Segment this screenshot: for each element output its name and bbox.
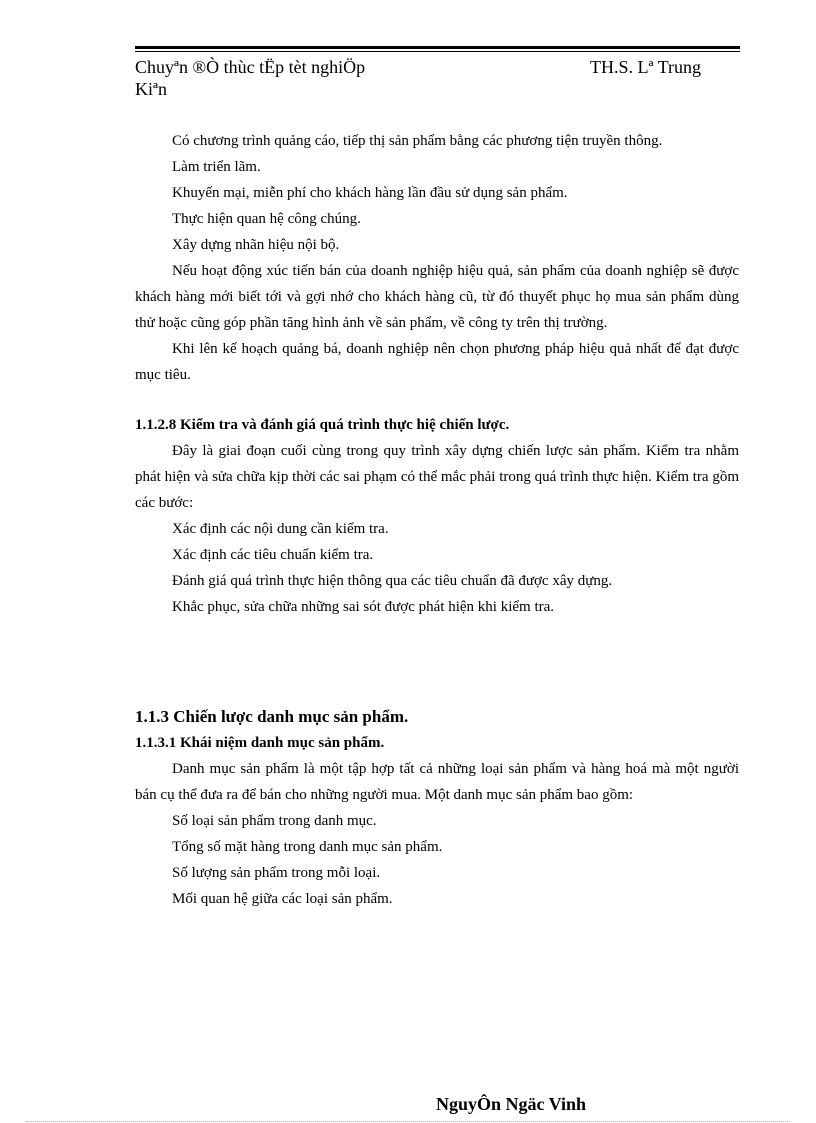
section-heading: 1.1.3.1 Khái niệm danh mục sản phẩm. — [135, 735, 385, 751]
paragraph: Đây là giai đoạn cuối cùng trong quy trình xây dựng chiến lược sản phẩm. Kiểm tra nhằm phát hiện và sửa chữa kịp thời các sai phạm có thể mắc phải trong quá trình thực hiện. Kiểm tra gồm các bước: — [135, 443, 739, 511]
paragraph: Tổng số mặt hàng trong danh mục sản phẩm. — [172, 839, 443, 855]
chapter-heading: 1.1.3 Chiến lược danh mục sản phẩm. — [135, 707, 409, 726]
page-bottom-border — [26, 1121, 790, 1122]
spacer — [135, 388, 739, 412]
paragraph: Danh mục sản phẩm là một tập hợp tất cả những loại sản phẩm và hàng hoá mà một người bán cụ thể đưa ra để bán cho những người mua. Một danh mục sản phẩm bao gồm: — [135, 761, 739, 803]
paragraph: Khắc phục, sửa chữa những sai sót được phát hiện khi kiểm tra. — [172, 599, 555, 615]
section-heading: 1.1.2.8 Kiểm tra và đánh giá quá trình thực hiệ chiến lược. — [135, 417, 510, 433]
paragraph: Xác định các nội dung cần kiểm tra. — [172, 521, 389, 537]
page-body — [135, 128, 739, 912]
header-supervisor: TH.S. Lª Trung — [590, 57, 701, 77]
paragraph: Khi lên kế hoạch quảng bá, doanh nghiệp nên chọn phương pháp hiệu quả nhất để đạt được mục tiêu. — [135, 341, 739, 383]
footer-author: NguyÔn Ngäc Vinh — [436, 1094, 587, 1114]
paragraph: Số loại sản phẩm trong danh mục. — [172, 813, 377, 829]
paragraph: Có chương trình quảng cáo, tiếp thị sản phẩm bằng các phương tiện truyền thông. — [172, 133, 663, 149]
paragraph: Làm triển lãm. — [172, 159, 261, 175]
header-rule-thick — [135, 46, 740, 49]
header-title-continued: Kiªn — [135, 79, 167, 99]
paragraph: Nếu hoạt động xúc tiến bán của doanh nghiệp hiệu quả, sản phẩm của doanh nghiệp sẽ được khách hàng mới biết tới và gợi nhớ cho khách hàng cũ, từ đó thuyết phục họ mua sản phẩm dùng thử hoặc cũng góp phần tăng hình ảnh về sản phẩm, về công ty trên thị trường. — [135, 263, 739, 331]
header-rule-thin — [135, 51, 740, 52]
paragraph: Xây dựng nhãn hiệu nội bộ. — [172, 237, 340, 253]
paragraph: Số lượng sản phẩm trong mỗi loại. — [172, 865, 381, 881]
paragraph: Đánh giá quá trình thực hiện thông qua các tiêu chuẩn đã được xây dựng. — [172, 573, 613, 589]
spacer — [135, 620, 739, 704]
paragraph: Mối quan hệ giữa các loại sản phẩm. — [172, 891, 393, 907]
paragraph: Khuyến mại, miễn phí cho khách hàng lần đầu sử dụng sản phẩm. — [172, 185, 568, 201]
paragraph: Thực hiện quan hệ công chúng. — [172, 211, 361, 227]
paragraph: Xác định các tiêu chuẩn kiểm tra. — [172, 547, 374, 563]
header-title: Chuyªn ®Ò thùc tËp tèt nghiÖp — [135, 57, 366, 77]
